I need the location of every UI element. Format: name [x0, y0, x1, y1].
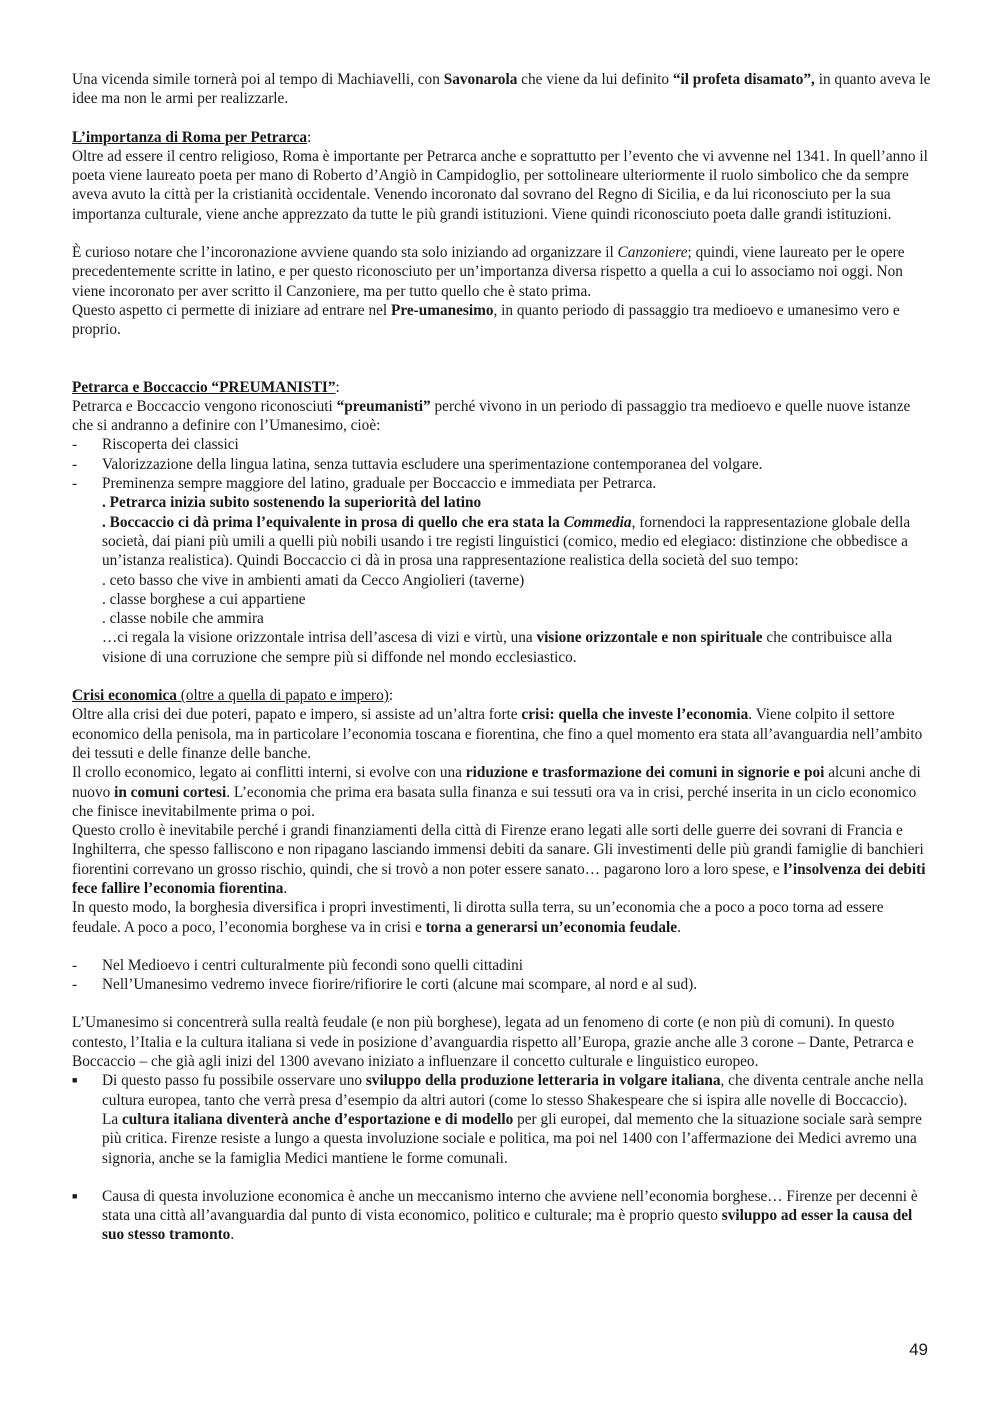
dash-marker: - [72, 455, 78, 473]
list-item: - Nel Medioevo i centri culturalmente più fecondi sono quelli cittadini [72, 956, 523, 974]
class-item: . classe nobile che ammira [102, 610, 264, 628]
list-item: - Nell’Umanesimo vedremo invece fiorire/rifiorire le corti (alcune mai scompare, al nord e al sud). [72, 976, 698, 994]
visione-paragraph: …ci regala la visione orizzontale intrisa dell’ascesa di vizi e virtù, una visione orizzontale e non spirituale che contribuisce alla visione di una corruzione che sempre più si diffonde nel mondo ecclesiastico. [102, 629, 893, 666]
preumanesimo-paragraph: Questo aspetto ci permette di iniziare ad entrare nel Pre-umanesimo, in quanto periodo di passaggio tra medioevo e umanesimo vero e proprio. [72, 301, 900, 339]
crisi-paragraph-3: Questo crollo è inevitabile perché i grandi finanziamenti della città di Firenze erano legati alle sorti delle guerre dei sovrani di Francia e Inghilterra, che spesso falliscono e non ripagano lasciando immensi debiti da sanare. Gli investimenti delle più grandi famiglie di banchieri fiorentini correvano un grosso rischio, quindi, che si trovò a non poter essere sanato… pagarono loro a loro spese, e l’insolvenza dei debiti fece fallire l’economia fiorentina. [72, 822, 926, 897]
boccaccio-note: . Boccaccio ci dà prima l’equivalente in prosa di quello che era stata la Commedia, fornendoci la rappresentazione globale della società, dai piani più umili a quelli più nobili usando i tre registi linguistici (comico, medio ed elegiaco: distinzione che obbedisce a un’istanza realistica). Quindi Boccaccio ci dà in prosa una rappresentazione realistica della società del suo tempo: [102, 513, 911, 570]
class-item: . ceto basso che vive in ambienti amati da Cecco Angiolieri (taverne) [102, 571, 525, 589]
bullet-item: ■ Causa di questa involuzione economica è anche un meccanismo interno che avviene nell’economia borghese… Firenze per decenni è stata una città all’avanguardia dal punto di vista economico, politico e culturale; ma è proprio questo sviluppo ad esser la causa del suo stesso tramonto. [72, 1187, 918, 1244]
list-item: - Valorizzazione della lingua latina, senza tuttavia escludere una sperimentazione contemporanea del volgare. [72, 455, 763, 473]
bullet-item: ■ Di questo passo fu possibile osservare uno sviluppo della produzione letteraria in volgare italiana, che diventa centrale anche nella cultura europea, tanto che verrà presa d’esempio da altri autori (come lo stesso Shakespeare che si ispira alle novelle di Boccaccio). La cultura italiana diventerà anche d’esportazione e di modello per gli europei, dal memento che la situazione sociale sarà sempre più critica. Firenze resiste a lungo a questa involuzione sociale e politica, ma poi nel 1400 con l’affermazione dei Medici avremo una signoria, anche se la famiglia Medici mantiene le forme comunali. [72, 1072, 924, 1167]
page-body [72, 70, 932, 1245]
page-number: 49 [909, 1340, 928, 1359]
dash-marker: - [72, 956, 78, 974]
dash-marker: - [72, 436, 78, 454]
crisi-paragraph-4: In questo modo, la borghesia diversifica i propri investimenti, li dirotta sulla terra, su un’economia che a poco a poco torna ad essere feudale. A poco a poco, l’economia borghese va in crisi e torna a generarsi un’economia feudale. [72, 899, 884, 936]
square-bullet-icon: ■ [72, 1190, 78, 1201]
crisi-paragraph-2: Il crollo economico, legato ai conflitti interni, si evolve con una riduzione e trasformazione dei comuni in signorie e poi alcuni anche di nuovo in comuni cortesi. L’economia che prima era basata sulla finanza e sui tessuti ora va in crisi, perché inserita in un ciclo economico che finisce inevitabilmente prima o poi. [72, 764, 921, 820]
dash-marker: - [72, 475, 78, 493]
crisi-paragraph-1: Oltre alla crisi dei due poteri, papato e impero, si assiste ad un’altra forte crisi: quella che investe l’economia. Viene colpito il settore economico della penisola, ma in particolare l’economia toscana e fiorentina, che fino a quel momento era stata all’avanguardia nell’ambito dei tessuti e delle finanze delle banche. [72, 706, 923, 762]
umanesimo-paragraph: L’Umanesimo si concentrerà sulla realtà feudale (e non più borghese), legata ad un fenomeno di corte (e non più di comuni). In questo contesto, l’Italia e la cultura italiana si vede in posizione d’avanguardia rispetto all’Europa, grazie anche alle 3 corone – Dante, Petrarca e Boccaccio – che già agli inizi del 1300 avevano iniziato a influenzare il concetto culturale e linguistico europeo. [72, 1014, 914, 1071]
preumanisti-intro: Petrarca e Boccaccio vengono riconosciuti “preumanisti” perché vivono in un periodo di passaggio tra medioevo e quelle nuove istanze che si andranno a definire con l’Umanesimo, cioè: [72, 397, 911, 435]
canzoniere-paragraph: È curioso notare che l’incoronazione avviene quando sta solo iniziando ad organizzare il Canzoniere; quindi, viene laureato per le opere precedentemente scritte in latino, e per questo riconosciuto per un’importanza diversa rispetto a quella a cui lo associamo noi oggi. Non viene incoronato per aver scritto il Canzoniere, ma per tutto quello che è stato prima. [72, 244, 905, 300]
section-heading-roma: L’importanza di Roma per Petrarca: [72, 128, 312, 146]
roma-paragraph: Oltre ad essere il centro religioso, Roma è importante per Petrarca anche e soprattutto per l’evento che vi avvenne nel 1341. In quell’anno il poeta viene laureato poeta per mano di Roberto d’Angiò in Campidoglio, per sottolineare ulteriormente il ruolo simbolico che da sempre aveva avuto la città per la cristianità occidentale. Venendo incoronato dal sovrano del Regno di Sicilia, e da lui riconosciuto per la sua importanza culturale, viene anche apprezzato da tutte le più grandi istituzioni. Viene quindi riconosciuto poeta dalle grandi istituzioni. [72, 147, 928, 223]
section-heading-preumanisti: Petrarca e Boccaccio “PREUMANISTI”: [72, 378, 340, 396]
section-heading-crisi: Crisi economica (oltre a quella di papato e impero): [72, 687, 394, 705]
class-item: . classe borghese a cui appartiene [102, 590, 306, 608]
petrarca-note: . Petrarca inizia subito sostenendo la superiorità del latino [102, 494, 482, 512]
square-bullet-icon: ■ [72, 1075, 78, 1086]
dash-marker: - [72, 976, 78, 994]
list-item: - Preminenza sempre maggiore del latino, graduale per Boccaccio e immediata per Petrarca. [72, 475, 657, 493]
savonarola-paragraph: Una vicenda simile tornerà poi al tempo di Machiavelli, con Savonarola che viene da lui definito “il profeta disamato”, in quanto aveva le idee ma non le armi per realizzarle. [72, 71, 931, 108]
list-item: - Riscoperta dei classici [72, 436, 239, 454]
